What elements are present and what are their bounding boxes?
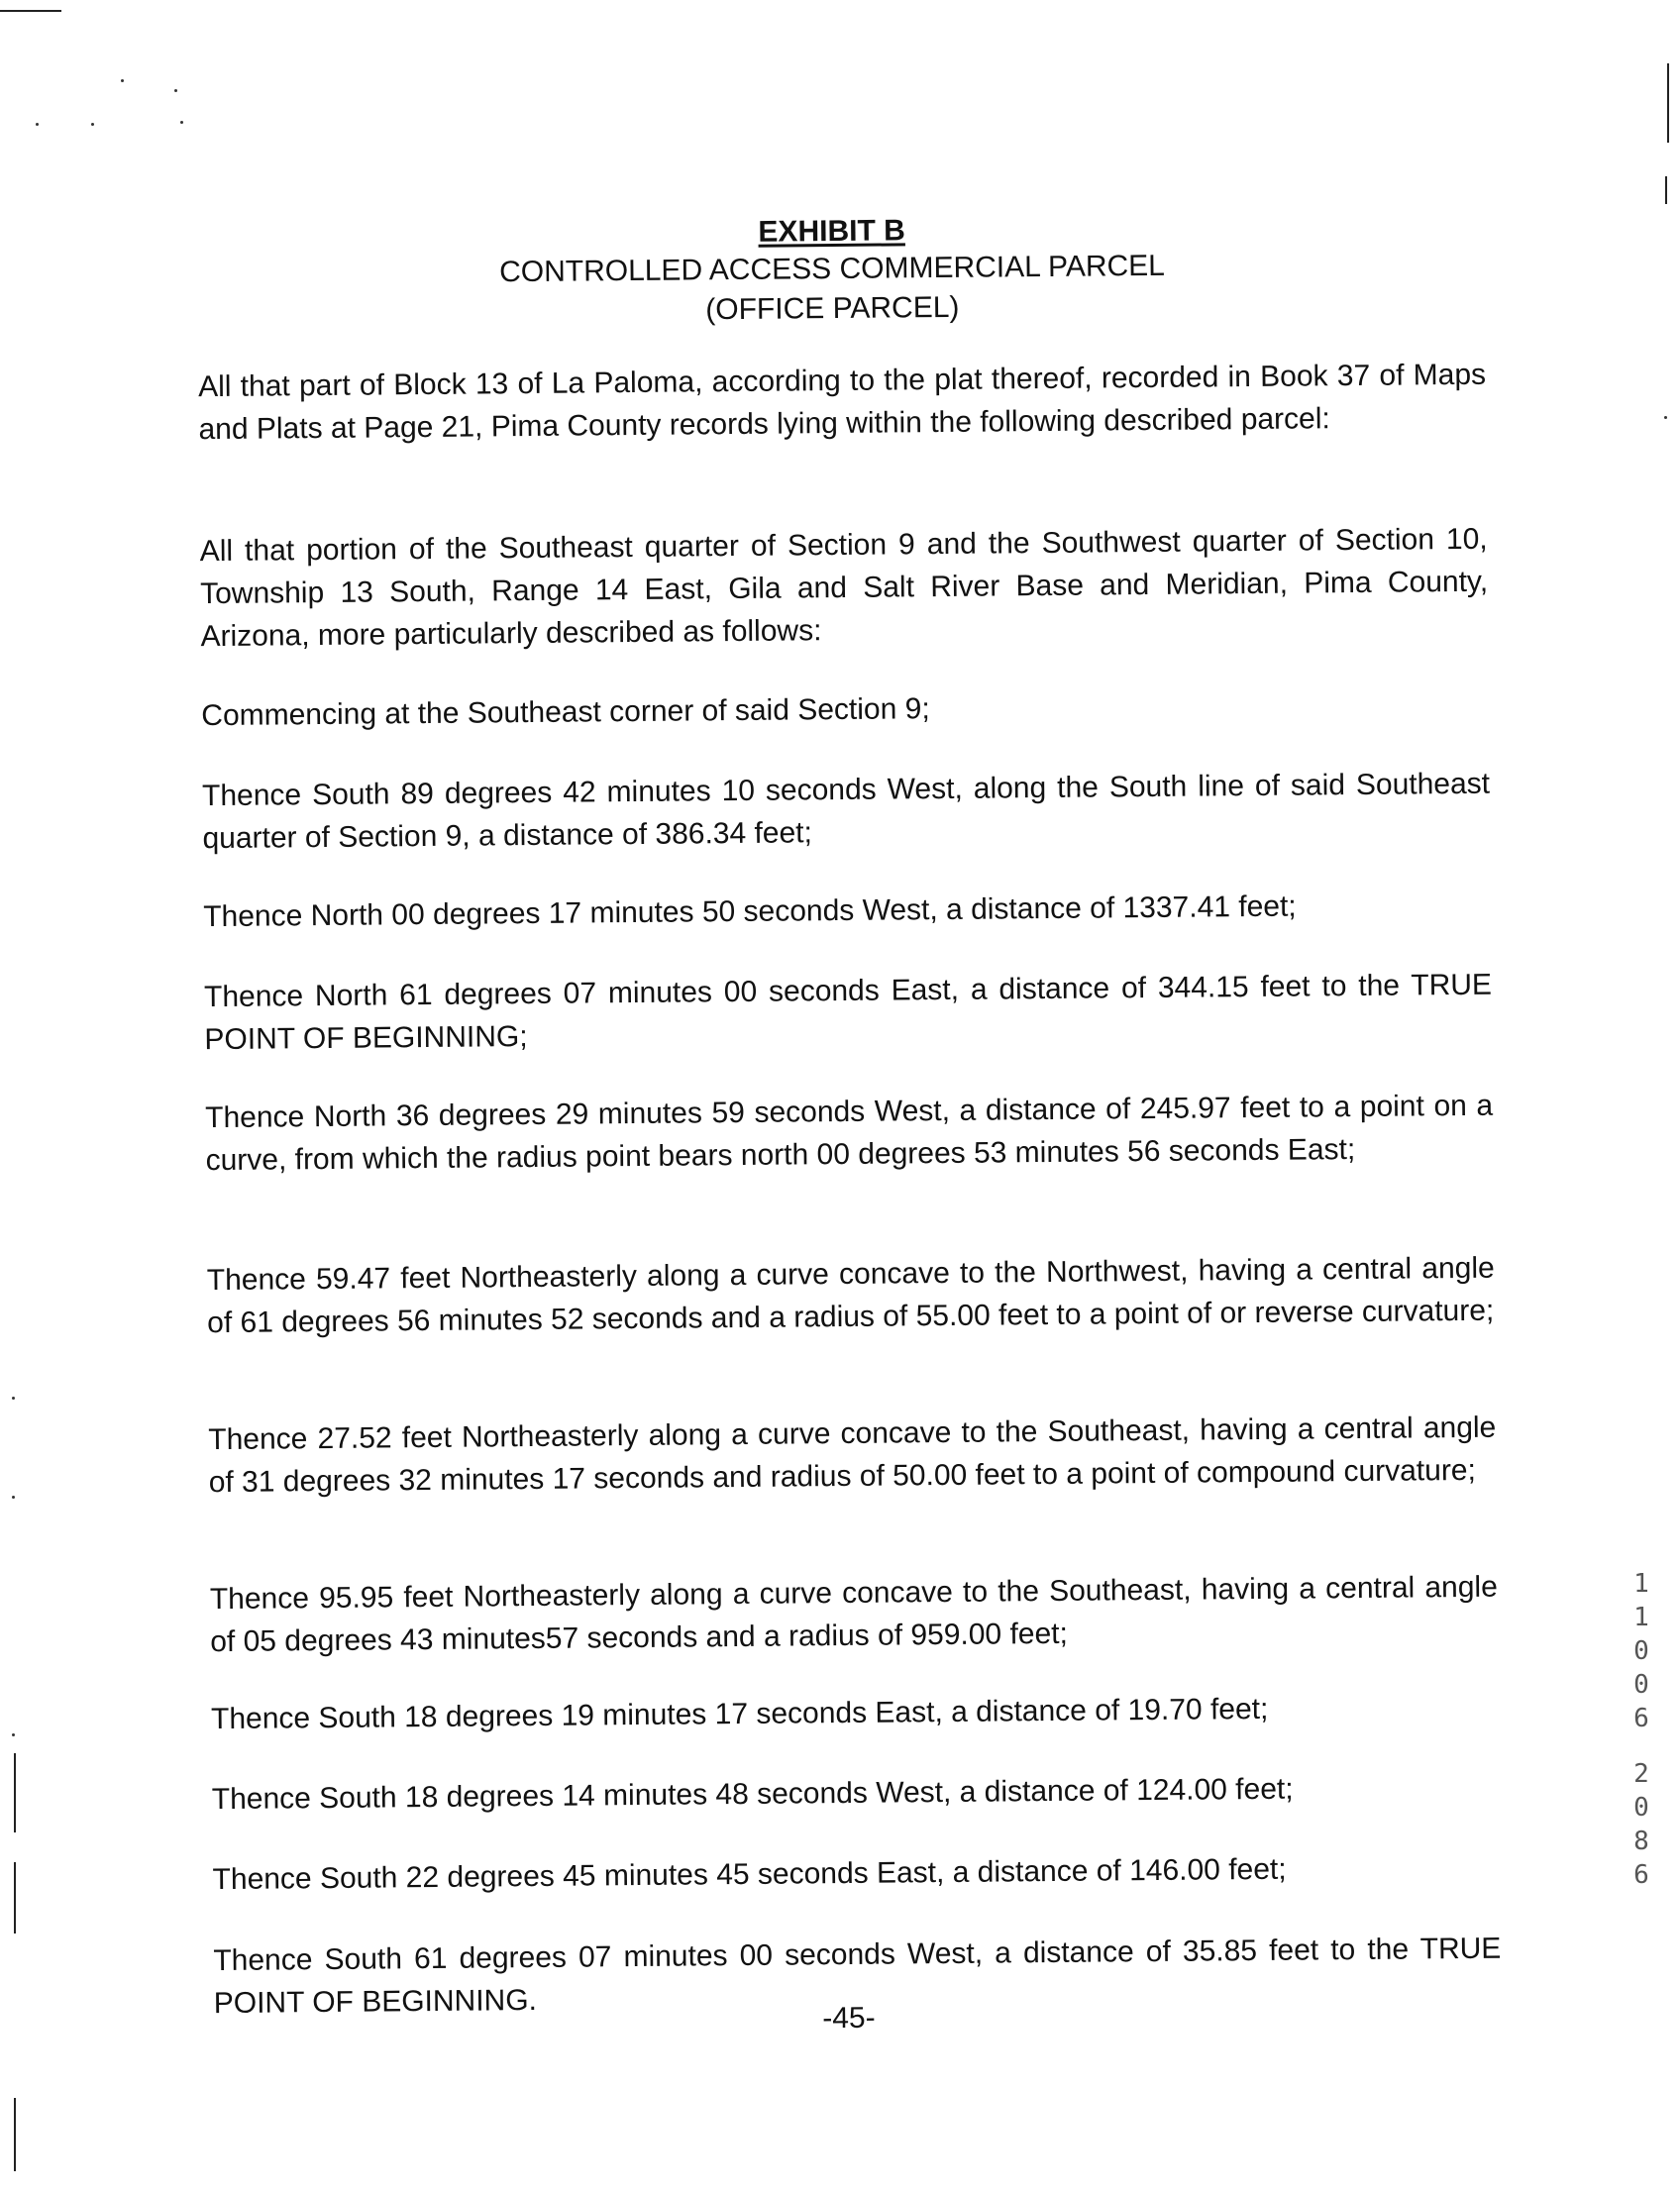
course-paragraph: Thence South 18 degrees 19 minutes 17 seconds East, a distance of 19.70 feet; <box>210 1692 1269 1736</box>
stamp-digit: 6 <box>1633 1704 1649 1733</box>
exhibit-title: EXHIBIT B <box>758 214 905 249</box>
stamp-digit: 2 <box>1633 1759 1649 1789</box>
legal-description-paragraph: All that part of Block 13 of La Paloma, according to the plat thereof, recorded in Book 37 of Maps and Plats at Page 21, Pima County records lying within the following described parcel: <box>197 358 1487 447</box>
course-paragraph: Thence South 22 degrees 45 minutes 45 seconds East, a distance of 146.00 feet; <box>212 1852 1287 1897</box>
course-paragraph: Thence South 18 degrees 14 minutes 48 seconds West, a distance of 124.00 feet; <box>211 1772 1294 1817</box>
parcel-title: CONTROLLED ACCESS COMMERCIAL PARCEL <box>498 249 1166 289</box>
stamp-digit: 0 <box>1633 1636 1649 1666</box>
parcel-subtitle: (OFFICE PARCEL) <box>705 290 960 327</box>
stamp-digit: 1 <box>1633 1603 1649 1632</box>
stamp-digit: 0 <box>1633 1670 1649 1700</box>
stamp-digit: 6 <box>1633 1860 1649 1890</box>
course-paragraph: Thence 59.47 feet Northeasterly along a curve concave to the Northwest, having a central angle of 61 degrees 56 minutes 52 seconds and a radius of 55.00 feet to a point of or reverse curvature; <box>206 1251 1495 1340</box>
course-paragraph: Thence 95.95 feet Northeasterly along a curve concave to the Southeast, having a central angle of 05 degrees 43 minutes57 seconds and a radius of 959.00 feet; <box>209 1570 1498 1659</box>
course-paragraph: Thence North 61 degrees 07 minutes 00 seconds East, a distance of 344.15 feet to the TRUE POINT OF BEGINNING; <box>203 968 1493 1057</box>
course-paragraph: Thence South 61 degrees 07 minutes 00 seconds West, a distance of 35.85 feet to the TRUE POINT OF BEGINNING. <box>213 1932 1502 2021</box>
course-paragraph: Thence South 89 degrees 42 minutes 10 seconds West, along the South line of said Southeast quarter of Section 9, a distance of 386.34 feet; <box>201 767 1491 856</box>
stamp-digit: 0 <box>1633 1793 1649 1823</box>
legal-description-paragraph: All that portion of the Southeast quarter of Section 9 and the Southwest quarter of Section 10, Township 13 South, Range 14 East, Gila and Salt River Base and Meridian, Pima County, Arizona, more particularly described as follows: <box>199 522 1489 654</box>
stamp-digit: 1 <box>1633 1569 1649 1599</box>
course-paragraph: Commencing at the Southeast corner of said Section 9; <box>201 692 930 733</box>
course-paragraph: Thence North 00 degrees 17 minutes 50 seconds West, a distance of 1337.41 feet; <box>203 889 1297 934</box>
stamp-digit: 8 <box>1633 1827 1649 1856</box>
course-paragraph: Thence North 36 degrees 29 minutes 59 seconds West, a distance of 245.97 feet to a point on a curve, from which the radius point bears north 00 degrees 53 minutes 56 seconds East; <box>205 1089 1494 1178</box>
page-number: -45- <box>822 2001 876 2036</box>
course-paragraph: Thence 27.52 feet Northeasterly along a curve concave to the Southeast, having a central angle of 31 degrees 32 minutes 17 seconds and radius of 50.00 feet to a point of compound curvature; <box>208 1411 1497 1500</box>
